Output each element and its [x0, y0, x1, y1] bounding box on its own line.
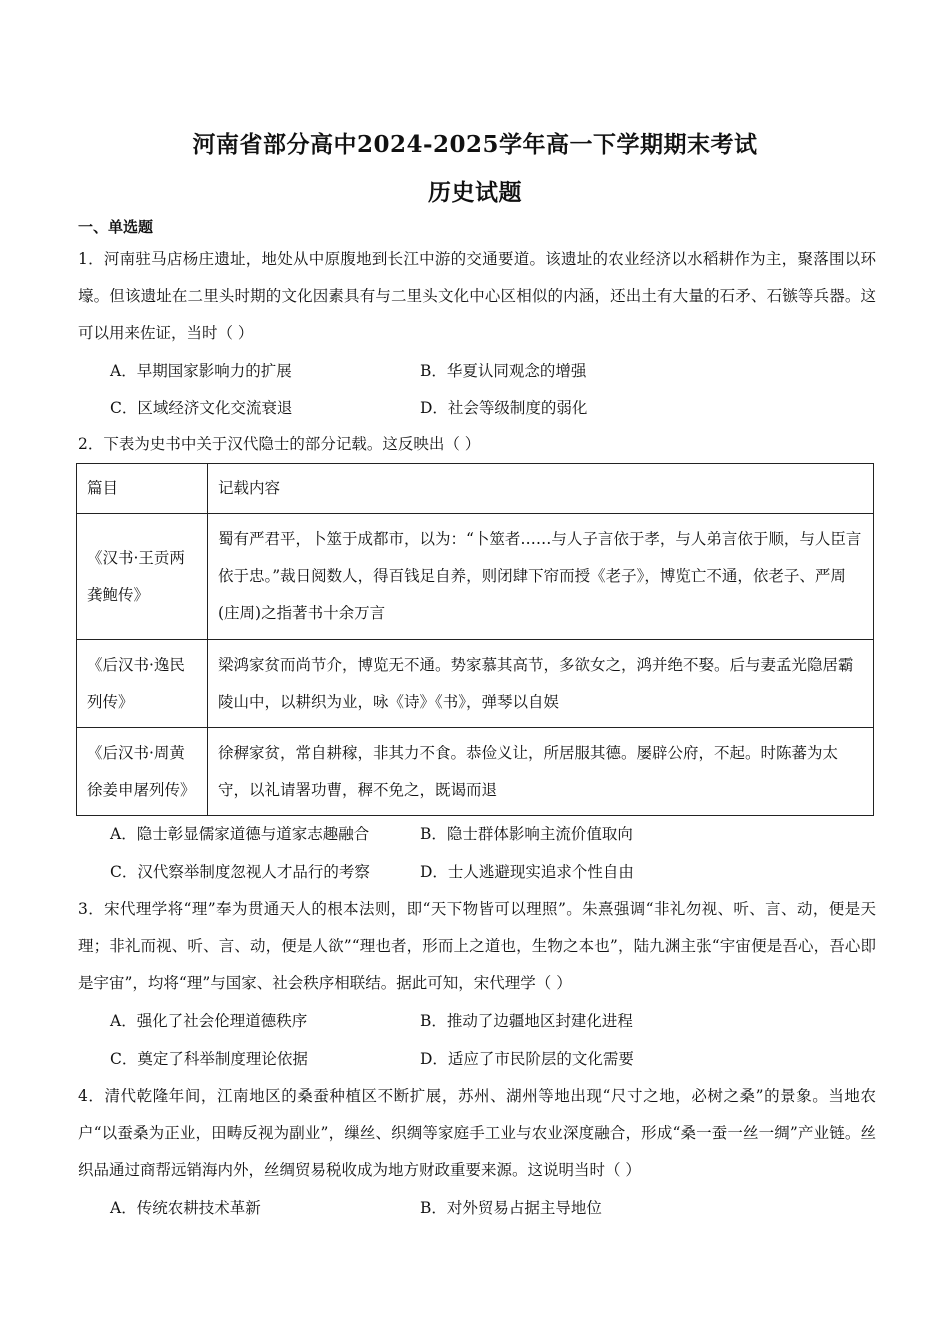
table-cell-content: 梁鸿家贫而尚节介，博览无不通。势家慕其高节，多欲女之，鸿并绝不娶。后与妻孟光隐居霸陵山中，以耕织为业，咏《诗》《书》，弹琴以自娱	[208, 640, 874, 728]
table-row	[77, 640, 874, 728]
records-table	[76, 463, 874, 816]
table-header-content: 记载内容	[208, 464, 874, 514]
question-3-stem: 3．宋代理学将“理”奉为贯通天人的根本法则，即“天下物皆可以理照”。朱熹强调“非礼勿视、听、言、动，便是天理；非礼而视、听、言、动，便是人欲”“理也者，形而上之道也，生物之本也”，陆九渊主张“宇宙便是吾心，吾心即是宇宙”，均将“理”与国家、社会秩序相联结。据此可知，宋代理学（ ）	[78, 900, 876, 992]
table-cell-source: 《后汉书·逸民列传》	[77, 640, 208, 728]
table-cell-source: 《汉书·王贡两龚鲍传》	[77, 514, 208, 640]
question-4-option-a: A．传统农耕技术革新	[110, 1199, 261, 1217]
question-4-option-b: B．对外贸易占据主导地位	[420, 1199, 602, 1217]
table-header-source: 篇目	[77, 464, 208, 514]
question-2-stem: 2．下表为史书中关于汉代隐士的部分记载。这反映出（ ）	[78, 435, 481, 453]
table-cell-source: 《后汉书·周黄徐姜申屠列传》	[77, 728, 208, 816]
question-2-option-c: C．汉代察举制度忽视人才品行的考察	[110, 863, 370, 881]
table-row	[77, 514, 874, 640]
question-1-option-c: C．区域经济文化交流衰退	[110, 399, 293, 417]
question-4-stem: 4．清代乾隆年间，江南地区的桑蚕种植区不断扩展，苏州、湖州等地出现“尺寸之地，必树之桑”的景象。当地农户“以蚕桑为正业，田畴反视为副业”，缫丝、织绸等家庭手工业与农业深度融合，形成“桑一蚕一丝一绸”产业链。丝织品通过商帮远销海内外，丝绸贸易税收成为地方财政重要来源。这说明当时（ ）	[78, 1087, 876, 1179]
exam-title: 河南省部分高中2024-2025学年高一下学期期末考试	[192, 131, 758, 158]
question-2-option-a: A．隐士彰显儒家道德与道家志趣融合	[110, 825, 370, 843]
question-1-option-b: B．华夏认同观念的增强	[420, 362, 587, 380]
question-3-option-b: B．推动了边疆地区封建化进程	[420, 1012, 633, 1030]
question-3-option-c: C．奠定了科举制度理论依据	[110, 1050, 308, 1068]
table-header-row	[77, 464, 874, 514]
section-heading: 一、单选题	[78, 218, 154, 236]
table-row	[77, 728, 874, 816]
question-1-stem: 1．河南驻马店杨庄遗址，地处从中原腹地到长江中游的交通要道。该遗址的农业经济以水稻耕作为主，聚落围以环壕。但该遗址在二里头时期的文化因素具有与二里头文化中心区相似的内涵，还出土有大量的石矛、石镞等兵器。这可以用来佐证，当时（ ）	[78, 250, 876, 342]
question-1-option-d: D．社会等级制度的弱化	[420, 399, 588, 417]
question-3-option-d: D．适应了市民阶层的文化需要	[420, 1050, 634, 1068]
exam-subtitle: 历史试题	[428, 179, 522, 206]
question-3-option-a: A．强化了社会伦理道德秩序	[110, 1012, 308, 1030]
table-cell-content: 蜀有严君平，卜筮于成都市，以为：“卜筮者……与人子言依于孝，与人弟言依于顺，与人臣言依于忠。”裁日阅数人，得百钱足自养，则闭肆下帘而授《老子》，博览亡不通，依老子、严周(庄周)之指著书十余万言	[208, 514, 874, 640]
question-1-option-a: A．早期国家影响力的扩展	[110, 362, 292, 380]
question-2-option-d: D．士人逃避现实追求个性自由	[420, 863, 634, 881]
table-cell-content: 徐稺家贫，常自耕稼，非其力不食。恭俭义让，所居服其德。屡辟公府，不起。时陈蕃为太守，以礼请署功曹，稺不免之，既谒而退	[208, 728, 874, 816]
question-2-option-b: B．隐士群体影响主流价值取向	[420, 825, 633, 843]
